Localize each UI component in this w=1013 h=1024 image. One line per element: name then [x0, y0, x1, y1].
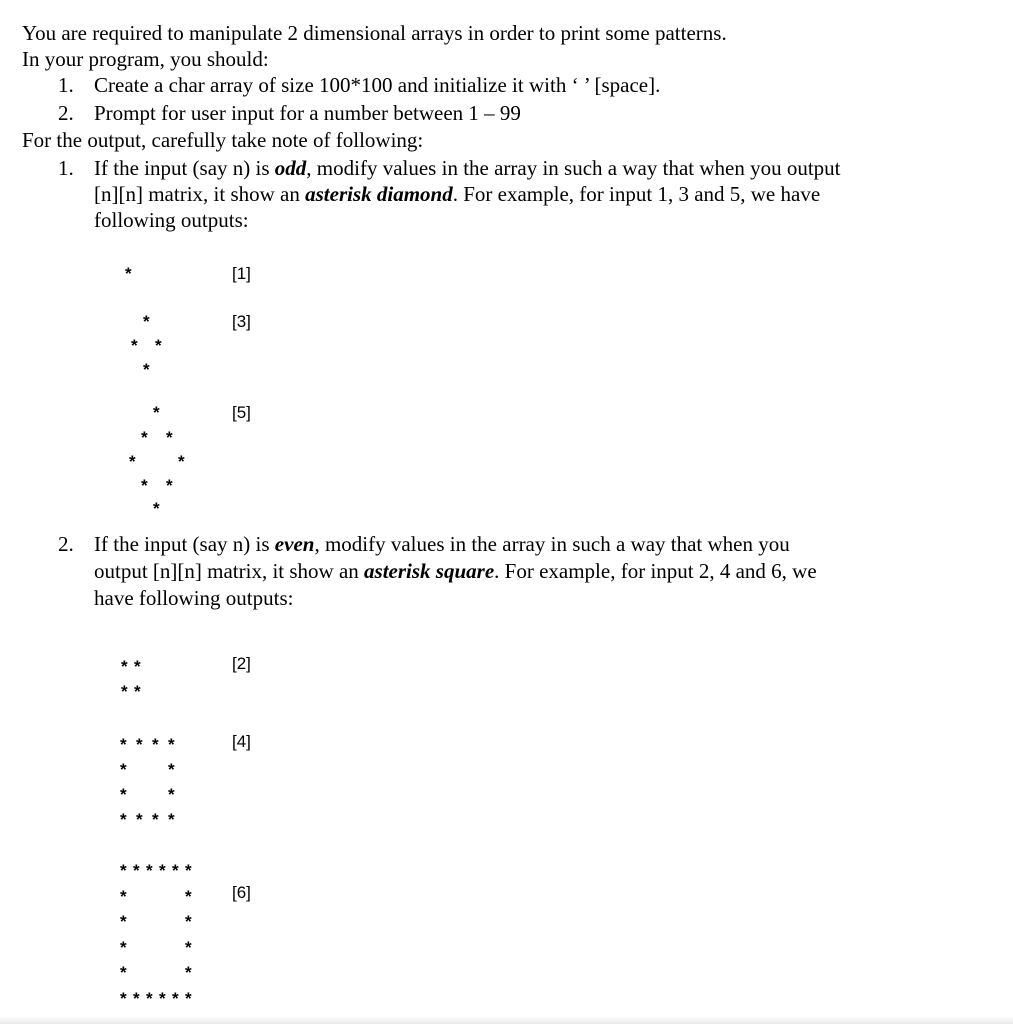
rule-2-line-3: have following outputs:: [94, 586, 294, 610]
diamond-5-label: [5]: [232, 403, 251, 422]
square-2-star: *: [121, 682, 128, 701]
square-4-star: *: [120, 735, 127, 754]
square-6-star: *: [133, 861, 140, 880]
square-6-star: *: [120, 861, 127, 880]
rule-1-line-2: [94, 181, 820, 207]
square-6-star: *: [146, 861, 153, 880]
square-4-star: *: [120, 760, 127, 779]
diamond-1-star: *: [125, 264, 132, 283]
rule-1-pre: If the input (say n) is: [94, 156, 275, 180]
rule-1-line-2-post: . For example, for input 1, 3 and 5, we have: [452, 182, 821, 206]
square-2-star: *: [134, 682, 141, 701]
diamond-3-label: [3]: [232, 312, 251, 331]
square-6-star: *: [185, 963, 192, 982]
diamond-3-star: *: [155, 336, 162, 355]
square-6-label: [6]: [232, 883, 251, 902]
square-6-star: *: [185, 912, 192, 931]
diamond-3-star: *: [143, 360, 150, 379]
square-6-star: *: [185, 861, 192, 880]
square-4-star: *: [168, 785, 175, 804]
diamond-5-star: *: [153, 403, 160, 422]
diamond-5-star: *: [178, 452, 185, 471]
rule-2-shape: asterisk square: [364, 559, 495, 583]
output-intro: For the output, carefully take note of following:: [22, 128, 424, 152]
diamond-5-star: *: [153, 499, 160, 518]
square-6-star: *: [146, 988, 153, 1008]
rule-2-keyword: even: [274, 532, 315, 556]
square-4-star: *: [168, 735, 175, 754]
square-4-star: *: [136, 735, 143, 754]
square-6-star: *: [172, 861, 179, 880]
rule-2-mid: , modify values in the array in such a way that when you: [314, 532, 790, 556]
rule-2-text: [94, 531, 790, 557]
rule-2-pre: If the input (say n) is: [94, 532, 275, 556]
rule-1-shape: asterisk diamond: [305, 182, 453, 206]
square-6-star: *: [185, 886, 192, 906]
square-4-star: *: [168, 760, 175, 779]
rule-1-line-2-pre: [n][n] matrix, it show an: [94, 182, 306, 206]
intro-line-1: You are required to manipulate 2 dimensional arrays in order to print some patterns.: [22, 21, 727, 45]
step-2-number: 2.: [58, 101, 74, 125]
rule-2-line-2-pre: output [n][n] matrix, it show an: [94, 559, 365, 583]
diamond-5-star: *: [141, 428, 148, 447]
square-6-star: *: [120, 963, 127, 982]
square-2-star: *: [121, 657, 128, 676]
diamond-5-star: *: [166, 428, 173, 447]
rule-2-line-2: [94, 558, 817, 584]
square-6-star: *: [185, 937, 192, 957]
rule-1-text: [94, 155, 841, 181]
square-6-star: *: [172, 988, 179, 1008]
rule-2-line-2-post: . For example, for input 2, 4 and 6, we: [494, 559, 817, 583]
square-6-star: *: [185, 988, 192, 1008]
square-6-star: *: [159, 988, 166, 1008]
square-4-star: *: [152, 810, 159, 829]
square-4-star: *: [120, 810, 127, 829]
square-6-star: *: [120, 912, 127, 931]
square-2-star: *: [134, 657, 141, 676]
square-2-label: [2]: [232, 654, 251, 673]
rule-1-line-3: following outputs:: [94, 208, 249, 232]
square-6-star: *: [159, 861, 166, 880]
square-6-star: *: [133, 988, 140, 1008]
square-4-star: *: [152, 735, 159, 754]
diamond-3-star: *: [143, 312, 150, 331]
square-4-star: *: [136, 810, 143, 829]
diamond-5-star: *: [141, 476, 148, 495]
rule-1-number: 1.: [58, 156, 74, 180]
square-4-star: *: [120, 785, 127, 804]
diamond-5-star: *: [166, 476, 173, 495]
diamond-3-star: *: [131, 336, 138, 355]
diamond-5-star: *: [129, 452, 136, 471]
square-6-star: *: [120, 937, 127, 957]
square-6-star: *: [120, 886, 127, 906]
rule-2-number: 2.: [58, 532, 74, 556]
square-6-star: *: [120, 988, 127, 1008]
diamond-1-label: [1]: [232, 264, 251, 283]
rule-1-keyword: odd: [274, 156, 307, 180]
intro-line-2: In your program, you should:: [22, 47, 269, 71]
step-2-text: Prompt for user input for a number between 1 – 99: [94, 101, 521, 125]
step-1-text: Create a char array of size 100*100 and initialize it with ‘ ’ [space].: [94, 73, 661, 97]
step-1-number: 1.: [58, 73, 74, 97]
page-bottom-fade: [0, 1016, 1013, 1024]
rule-1-mid: , modify values in the array in such a way that when you output: [306, 156, 841, 180]
square-4-label: [4]: [232, 732, 251, 751]
square-4-star: *: [168, 810, 175, 829]
